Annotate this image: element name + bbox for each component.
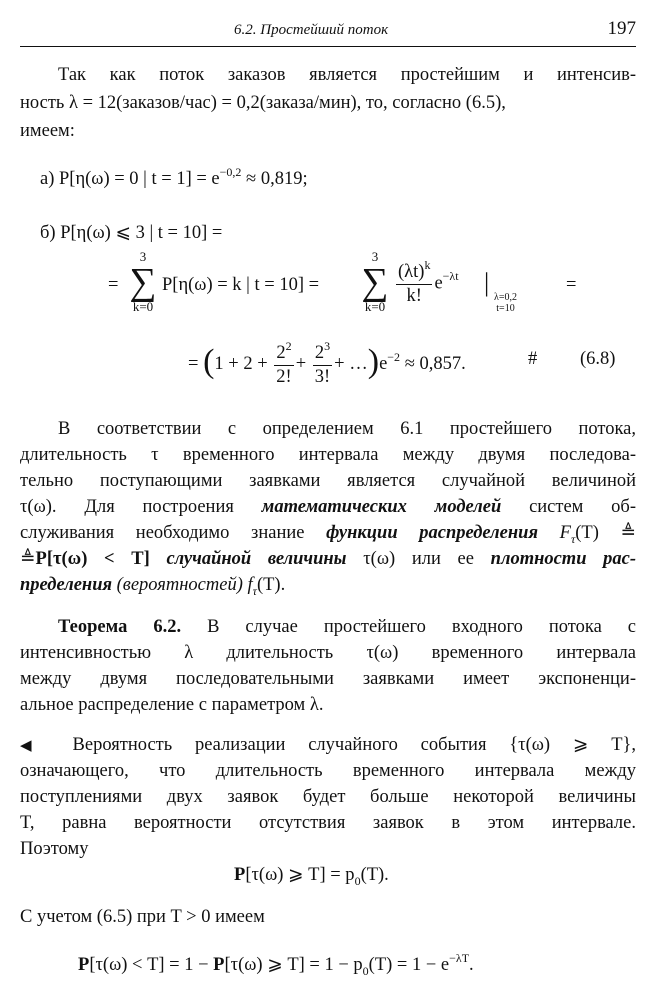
para2-line-4c: систем об- bbox=[529, 497, 636, 517]
section-title: 6.2. Простейший поток bbox=[234, 22, 389, 38]
fraction-2-squared-base: 2 bbox=[276, 342, 286, 363]
proof-equation-1 bbox=[234, 862, 389, 889]
proof-eq2-exp: −λT bbox=[449, 951, 470, 965]
intro-line-1: Так как поток заказов является простейшим и интенсив- bbox=[58, 65, 636, 85]
term-density: плотности рас- bbox=[490, 549, 637, 569]
poisson-exp-base: e bbox=[434, 273, 443, 294]
para2-line-4 bbox=[20, 494, 636, 520]
symbol-f: f bbox=[247, 575, 253, 595]
equation-a-result: ≈ 0,819; bbox=[241, 169, 308, 189]
proof-eq1-body: [τ(ω) ⩾ T] = p bbox=[245, 865, 355, 885]
para2-line-6b: P[τ(ω) < T] bbox=[35, 549, 150, 569]
sum-symbol-2 bbox=[358, 250, 392, 314]
proof-line-5: Поэтому bbox=[20, 839, 89, 859]
equation-b-line-1: б) P[η(ω) ⩽ 3 | t = 10] = bbox=[40, 223, 223, 243]
theorem-label: Теорема 6.2. bbox=[58, 617, 182, 637]
sum-2-upper: 3 bbox=[371, 249, 379, 264]
proof-equation-2 bbox=[78, 952, 474, 979]
fraction-2-squared-den: 2! bbox=[276, 366, 292, 387]
proof-eq2-e: (T) = 1 − e bbox=[368, 955, 450, 975]
intro-line-3: имеем: bbox=[20, 121, 75, 141]
proof-eq2-b: [τ(ω) < T] = 1 − bbox=[89, 955, 214, 975]
term-probabilities: (вероятностей) bbox=[116, 575, 243, 595]
term-distribution-function: функции распределения bbox=[326, 523, 538, 543]
proof-eq2-d: [τ(ω) ⩾ T] = 1 − p bbox=[224, 955, 363, 975]
equation-b-eq-3: = bbox=[188, 354, 199, 374]
para2-line-4a: τ(ω). Для построения bbox=[20, 497, 234, 517]
poisson-fraction-numerator-exp: k bbox=[424, 258, 431, 272]
symbol-f-sub: τ bbox=[252, 584, 257, 598]
sum-2-lower: k=0 bbox=[364, 299, 386, 314]
exp-e: e bbox=[379, 354, 388, 374]
proof-eq1-tail: (T). bbox=[360, 865, 389, 885]
eval-bar: | bbox=[484, 268, 490, 297]
poisson-fraction-numerator: (λt) bbox=[398, 262, 425, 282]
theorem-line-3: между двумя последовательными заявками имеет экспоненци- bbox=[20, 669, 636, 689]
term-random-variable: случайной величины bbox=[166, 549, 347, 569]
para2-line-6a: ≜ bbox=[20, 549, 36, 569]
proof-line-1 bbox=[20, 732, 636, 759]
para2-line-7e: (T). bbox=[256, 575, 286, 595]
proof-line-4: T, равна вероятности отсутствия заявок в этом интервале. bbox=[20, 813, 636, 833]
equation-a-exponent: −0,2 bbox=[219, 165, 242, 179]
proof-line-1-text: Вероятность реализации случайного события {τ(ω) ⩾ T}, bbox=[72, 735, 637, 755]
poisson-fraction bbox=[396, 258, 432, 306]
fraction-2-squared-exp: 2 bbox=[285, 338, 292, 353]
sum-symbol-1 bbox=[126, 250, 160, 314]
sum-1-upper: 3 bbox=[139, 249, 147, 264]
eval-top: λ=0,2 bbox=[494, 292, 517, 303]
sum-1-lower: k=0 bbox=[132, 299, 154, 314]
para2-line-5a: служивания необходимо знание bbox=[20, 523, 305, 543]
equation-b-eq-2: = bbox=[566, 275, 577, 295]
eval-bottom: t=10 bbox=[496, 303, 515, 314]
equation-number: (6.8) bbox=[580, 349, 616, 369]
proof-start-icon: ◀ bbox=[20, 738, 50, 754]
equation-b-term: P[η(ω) = k | t = 10] = bbox=[162, 275, 320, 295]
fraction-2-cubed-base: 2 bbox=[314, 342, 325, 363]
close-paren: ) bbox=[367, 343, 380, 380]
para2-line-6d: τ(ω) или ее bbox=[363, 549, 474, 569]
proof-line-6: С учетом (6.5) при T > 0 имеем bbox=[20, 907, 265, 927]
intro-line-2: ность λ = 12(заказов/час) = 0,2(заказа/мин), то, согласно (6.5), bbox=[20, 93, 506, 113]
proof-eq1-sub: 0 bbox=[354, 874, 361, 888]
proof-eq2-sub: 0 bbox=[362, 964, 369, 978]
proof-line-2: означающего, что длительность временного интервала между bbox=[20, 761, 636, 781]
term-math-models: математических моделей bbox=[261, 497, 502, 517]
para2-line-5 bbox=[20, 520, 636, 547]
fraction-2-squared bbox=[274, 338, 293, 387]
term-density-cont: пределения bbox=[20, 575, 113, 595]
sum-2-sigma: ∑ bbox=[361, 261, 389, 303]
page-number: 197 bbox=[607, 18, 636, 39]
para2-line-5e: (T) ≜ bbox=[575, 523, 637, 543]
equation-b-fraction bbox=[394, 258, 459, 306]
poisson-exp: −λt bbox=[442, 269, 459, 284]
equation-b-line-3: = (1 + 2 + $\frac{2^2}{2!}$ + $\frac{2^3}{3!}$ + $\dots)e^{-2} \approx 0,857$. bbox=[188, 338, 466, 387]
equation-b-eq: = bbox=[108, 275, 119, 295]
series-dots: + … bbox=[334, 354, 368, 374]
end-of-example-mark: # bbox=[528, 349, 538, 369]
symbol-F: F bbox=[559, 523, 571, 543]
symbol-F-sub: τ bbox=[570, 532, 576, 546]
proof-line-3: поступлениями двух заявок будет больше некоторой величины bbox=[20, 787, 636, 807]
para2-line-3: тельно поступающими заявками является случайной величиной bbox=[20, 471, 636, 491]
para2-line-2: длительность τ временного интервала между двумя последова- bbox=[20, 445, 636, 465]
theorem-line-1 bbox=[58, 614, 636, 640]
open-paren: ( bbox=[203, 343, 215, 380]
equation-a-body: а) P[η(ω) = 0 | t = 1] = e bbox=[40, 169, 220, 189]
theorem-line-1-text: В случае простейшего входного потока с bbox=[207, 617, 636, 637]
theorem-line-4: альное распределение с параметром λ. bbox=[20, 695, 324, 715]
para2-line-1: В соответствии с определением 6.1 простейшего потока, bbox=[58, 419, 636, 439]
proof-eq2-end: . bbox=[469, 955, 474, 975]
theorem-line-2: интенсивностью λ длительность τ(ω) временного интервала bbox=[20, 643, 636, 663]
equation-a bbox=[40, 166, 308, 193]
series-start: 1 + 2 + bbox=[214, 354, 268, 374]
equation-b-result: ≈ 0,857. bbox=[400, 354, 466, 374]
prob-symbol-2b: P bbox=[213, 955, 225, 975]
running-header bbox=[20, 18, 636, 47]
fraction-2-cubed bbox=[313, 338, 332, 387]
prob-symbol-2a: P bbox=[78, 955, 90, 975]
exp-minus-2: −2 bbox=[387, 350, 401, 364]
prob-symbol: P bbox=[234, 865, 246, 885]
fraction-2-cubed-den: 3! bbox=[314, 366, 331, 387]
poisson-fraction-denominator: k! bbox=[406, 286, 422, 306]
para2-line-6 bbox=[20, 546, 636, 572]
eval-conditions bbox=[494, 292, 517, 314]
fraction-2-cubed-exp: 3 bbox=[324, 338, 331, 353]
sum-1-sigma: ∑ bbox=[129, 261, 157, 303]
para2-line-7 bbox=[20, 572, 285, 599]
